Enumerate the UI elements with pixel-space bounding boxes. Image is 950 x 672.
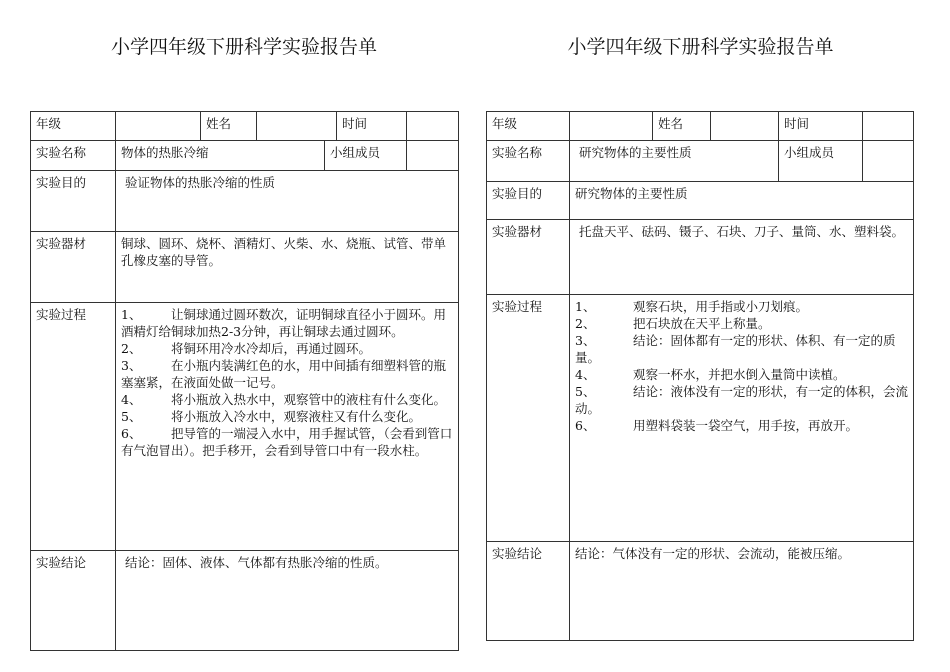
step-number: 4、 [121, 392, 142, 407]
left-page-title: 小学四年级下册科学实验报告单 [110, 36, 377, 58]
process-label: 实验过程 [487, 295, 570, 542]
experiment-name-label: 实验名称 [31, 141, 116, 171]
equipment-label: 实验器材 [31, 232, 116, 303]
step-number: 4、 [575, 367, 596, 382]
experiment-name-value[interactable]: 物体的热胀冷缩 [116, 141, 325, 171]
step-number: 1、 [575, 299, 596, 314]
process-step-3 [121, 357, 453, 391]
grade-label: 年级 [31, 112, 116, 141]
process-step-2 [121, 340, 453, 357]
step-number: 6、 [121, 426, 142, 441]
conclusion-text: 结论：固体、液体、气体都有热胀冷缩的性质。 [125, 555, 388, 570]
step-text: 用塑料袋装一袋空气，用手按，再放开。 [633, 418, 859, 433]
process-step-6 [121, 425, 453, 459]
conclusion-label: 实验结论 [487, 542, 570, 641]
step-text: 观察一杯水，并把水倒入量筒中读植。 [633, 367, 846, 382]
name-label: 姓名 [201, 112, 257, 141]
name-value[interactable] [711, 112, 779, 141]
process-value[interactable] [116, 303, 459, 551]
process-step-6 [575, 417, 908, 434]
step-text: 结论：固体都有一定的形状、体积、有一定的质量。 [575, 333, 896, 365]
purpose-text: 验证物体的热胀冷缩的性质 [125, 175, 276, 190]
step-number: 6、 [575, 418, 596, 433]
experiment-name-value[interactable] [570, 141, 779, 182]
step-text: 在小瓶内装满红色的水，用中间插有细塑料管的瓶塞塞紧，在液面处做一记号。 [121, 358, 447, 390]
conclusion-value[interactable] [116, 551, 459, 651]
process-step-3 [575, 332, 908, 366]
experiment-name-text: 研究物体的主要性质 [579, 145, 692, 160]
process-label: 实验过程 [31, 303, 116, 551]
name-label: 姓名 [653, 112, 711, 141]
group-members-label: 小组成员 [779, 141, 863, 182]
time-label: 时间 [337, 112, 407, 141]
grade-label: 年级 [487, 112, 570, 141]
process-step-4 [575, 366, 908, 383]
step-text: 将小瓶放入冷水中，观察液柱又有什么变化。 [171, 409, 422, 424]
equipment-text: 铜球、圆环、烧杯、酒精灯、火柴、水、烧瓶、试管、带单孔橡皮塞的导管。 [121, 236, 447, 268]
step-text: 结论：液体没有一定的形状，有一定的体积，会流动。 [575, 384, 909, 416]
step-number: 2、 [575, 316, 596, 331]
purpose-value[interactable] [116, 171, 459, 232]
step-number: 3、 [121, 358, 142, 373]
equipment-value[interactable] [570, 220, 914, 295]
step-number: 1、 [121, 307, 142, 322]
step-number: 2、 [121, 341, 142, 356]
time-value[interactable] [407, 112, 459, 141]
process-step-5 [121, 408, 453, 425]
step-text: 将铜环用冷水冷却后，再通过圆环。 [171, 341, 372, 356]
process-step-2 [575, 315, 908, 332]
process-value[interactable] [570, 295, 914, 542]
purpose-label: 实验目的 [31, 171, 116, 232]
right-page-title: 小学四年级下册科学实验报告单 [567, 36, 834, 58]
time-value[interactable] [863, 112, 914, 141]
name-value[interactable] [257, 112, 337, 141]
step-text: 把石块放在天平上称量。 [633, 316, 771, 331]
equipment-label: 实验器材 [487, 220, 570, 295]
conclusion-label: 实验结论 [31, 551, 116, 651]
equipment-value[interactable] [116, 232, 459, 303]
group-members-value[interactable] [407, 141, 459, 171]
time-label: 时间 [779, 112, 863, 141]
process-step-4 [121, 391, 453, 408]
purpose-value[interactable]: 研究物体的主要性质 [570, 182, 914, 220]
step-number: 5、 [121, 409, 142, 424]
step-text: 让铜球通过圆环数次，证明铜球直径小于圆环。用酒精灯给铜球加热2-3分钟，再让铜球去通过圆环。 [121, 307, 447, 339]
right-report-table [486, 111, 914, 641]
purpose-label: 实验目的 [487, 182, 570, 220]
step-text: 把导管的一端浸入水中，用手握试管，（会看到管口有气泡冒出）。把手移开，会看到导管口中有一段水柱。 [121, 426, 453, 458]
equipment-text: 托盘天平、砝码、镊子、石块、刀子、量筒、水、塑料袋。 [579, 224, 905, 239]
conclusion-value[interactable]: 结论：气体没有一定的形状、会流动，能被压缩。 [570, 542, 914, 641]
group-members-label: 小组成员 [325, 141, 407, 171]
grade-value[interactable] [570, 112, 653, 141]
process-step-5 [575, 383, 908, 417]
left-report-table [30, 111, 459, 651]
step-text: 将小瓶放入热水中，观察管中的液柱有什么变化。 [171, 392, 447, 407]
step-text: 观察石块，用手指或小刀划痕。 [633, 299, 809, 314]
grade-value[interactable] [116, 112, 201, 141]
experiment-name-label: 实验名称 [487, 141, 570, 182]
process-step-1 [121, 306, 453, 340]
step-number: 3、 [575, 333, 596, 348]
group-members-value[interactable] [863, 141, 914, 182]
step-number: 5、 [575, 384, 596, 399]
process-step-1 [575, 298, 908, 315]
